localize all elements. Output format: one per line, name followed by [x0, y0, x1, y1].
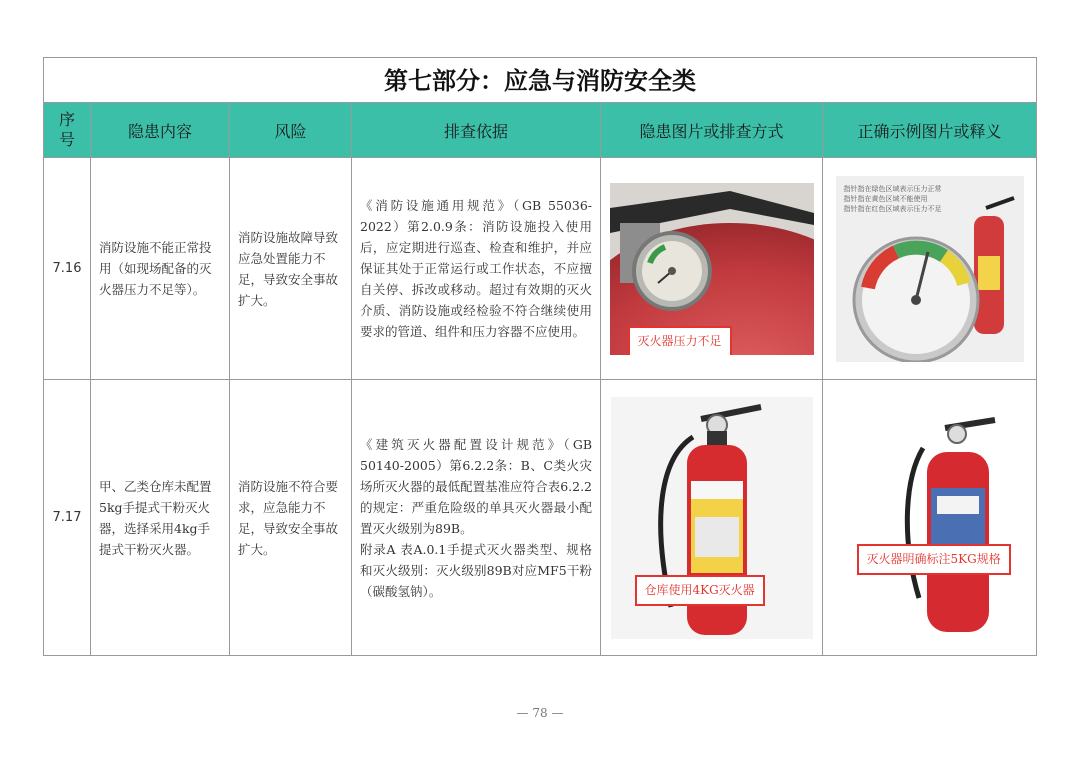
- row-number: 7.17: [44, 380, 91, 656]
- column-header-hazard-image: 隐患图片或排查方式: [601, 103, 823, 158]
- risk-text: 消防设施故障导致应急处置能力不足，导致安全事故扩大。: [230, 158, 352, 380]
- correct-image-cell: [823, 380, 1037, 656]
- hazard-image-cell: [601, 380, 823, 656]
- hazard-table: [43, 57, 1037, 656]
- correct-gauge-illustration: [836, 176, 1024, 362]
- hazard-image-label: 仓库使用4KG灭火器: [635, 575, 765, 606]
- extinguisher-4kg-photo: [611, 397, 813, 639]
- table-row: [44, 380, 1037, 656]
- column-header-hazard: 隐患内容: [91, 103, 230, 158]
- gauge-legend-yellow: 指针指在黄色区域不能使用: [843, 194, 928, 203]
- basis-text: [352, 380, 601, 656]
- column-header-seq: [44, 103, 91, 158]
- correct-image-label: 灭火器明确标注5KG规格: [857, 544, 1011, 575]
- pressure-gauge-photo: [610, 183, 814, 355]
- gauge-legend: [844, 184, 942, 214]
- hazard-image-cell: [601, 158, 823, 380]
- table-header-row: [44, 103, 1037, 158]
- gauge-legend-green: 指针指在绿色区域表示压力正常: [843, 184, 942, 193]
- column-header-correct-example: 正确示例图片或释义: [823, 103, 1037, 158]
- hazard-content: 甲、乙类仓库未配置5kg手提式干粉灭火器，选择采用4kg手提式干粉灭火器。: [91, 380, 230, 656]
- section-title: 第七部分：应急与消防安全类: [44, 58, 1037, 103]
- correct-image-cell: [823, 158, 1037, 380]
- extinguisher-5kg-photo: [827, 398, 1033, 638]
- hazard-image-label: 灭火器压力不足: [628, 326, 732, 355]
- basis-text-content: 《建筑灭火器配置设计规范》（GB 50140-2005）第6.2.2条：B、C类火灾场所灭火器的最低配置基准应符合表6.2.2的规定：严重危险级的单具灭火器最小配置灭火级别为89B。 附录A 表A.0.1手提式灭火器类型、规格和灭火级别：灭火级别89B对应MF5干粉（碳酸氢钠）。: [360, 436, 592, 599]
- basis-text: 《消防设施通用规范》（GB 55036-2022）第2.0.9条：消防设施投入使用后，应定期进行巡查、检查和维护，并应保证其处于正常运行或工作状态，不应擅自关停、拆改或移动。超过有效期的灭火介质、消防设施或经检验不符合继续使用要求的管道、组件和压力容器不应使用。: [352, 158, 601, 380]
- column-header-risk: 风险: [230, 103, 352, 158]
- hazard-content: 消防设施不能正常投用（如现场配备的灭火器压力不足等）。: [91, 158, 230, 380]
- column-header-basis: 排查依据: [352, 103, 601, 158]
- risk-text: 消防设施不符合要求，应急能力不足，导致安全事故扩大。: [230, 380, 352, 656]
- gauge-legend-red: 指针指在红色区域表示压力不足: [843, 204, 942, 213]
- table-row: [44, 158, 1037, 380]
- row-number: 7.16: [44, 158, 91, 380]
- column-header-seq-label: 序 号: [58, 110, 75, 149]
- page-number: — 78 —: [516, 706, 564, 720]
